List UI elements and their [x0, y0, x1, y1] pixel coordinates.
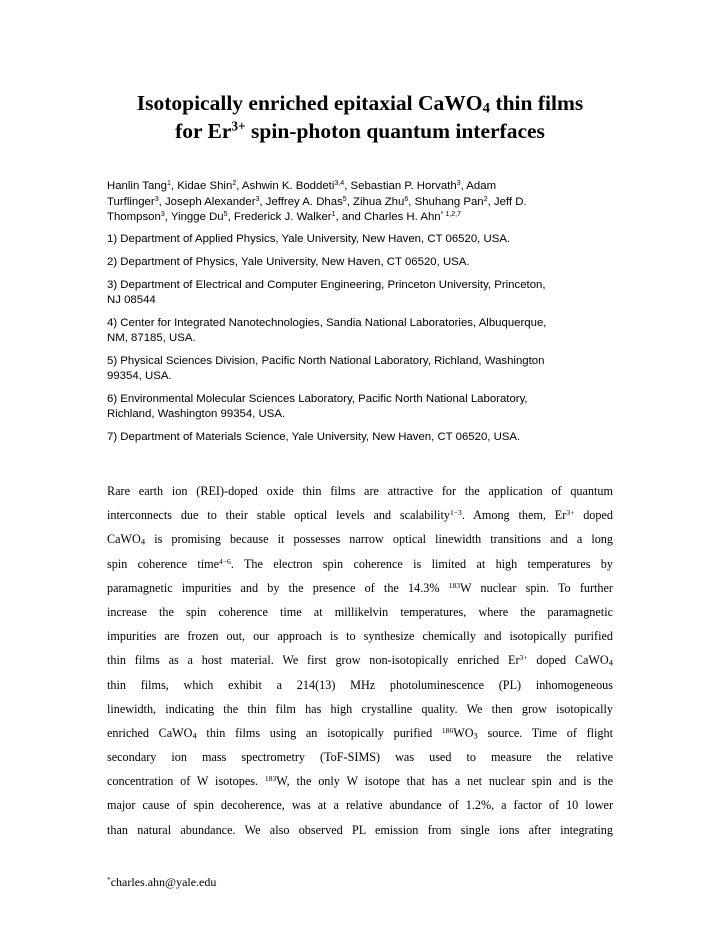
affiliation-marker: 1: [166, 180, 171, 188]
abstract-line: impurities are frozen out, our approach is to synthesize chemically and isotopically purified: [107, 629, 613, 644]
affiliation-text: 99354, USA.: [107, 370, 172, 382]
affiliation-list: [107, 232, 612, 453]
affiliation-marker: 1: [331, 211, 336, 219]
footnote-email[interactable]: charles.ahn@yale.edu: [110, 875, 217, 889]
affiliation-item: [107, 316, 612, 346]
abstract-line: concentration of W isotopes. $^{183}$W, the only W isotope that has a net nuclear spin and is the: [107, 774, 613, 789]
title-line-1: [60, 89, 660, 117]
abstract-line: increase the spin coherence time at millikelvin temperatures, where the paramagnetic: [107, 604, 613, 619]
author-name-text: , Joseph Alexander: [158, 195, 256, 208]
corresponding-author-footnote: [107, 874, 216, 890]
affiliation-marker: 5: [342, 195, 347, 203]
abstract-line: Rare earth ion (REI)-doped oxide thin films are attractive for the application of quantum: [107, 484, 613, 498]
abstract-line: enriched CaWO$_4$ thin films using an isotopically purified $^{186}WO_3$ source. Time of flight: [107, 725, 613, 741]
affiliation-marker: 5: [223, 211, 228, 219]
author-name-text: , Frederick J. Walker: [227, 211, 332, 223]
abstract-line: than natural abundance. We also observed PL emission from single ions after integrating: [107, 822, 613, 837]
affiliation-text: 1) Department of Applied Physics, Yale University, New Haven, CT 06520, USA.: [107, 233, 511, 245]
abstract-line: major cause of spin decoherence, was at a relative abundance of 1.2%, a factor of 10 lower: [107, 798, 613, 813]
author-list: [107, 179, 612, 226]
affiliation-marker: 3,4: [334, 180, 345, 188]
affiliation-text: 7) Department of Materials Science, Yale University, New Haven, CT 06520, USA.: [107, 431, 521, 443]
author-line-1: [107, 179, 612, 195]
author-line-3: [107, 210, 612, 226]
author-line-2: [107, 195, 612, 211]
affiliation-marker: * 1,2,7: [440, 211, 461, 219]
affiliation-marker: 3: [456, 180, 461, 188]
abstract-line: spin coherence time$^{4-6}$. The electron spin coherence is limited at high temperatures by: [107, 556, 613, 571]
author-name-text: Turflinger: [107, 195, 155, 208]
author-name-text: , Yingge Du: [164, 211, 224, 223]
affiliation-item: [107, 255, 612, 270]
affiliation-marker: 3: [255, 195, 260, 203]
title-superscript: 3+: [231, 118, 246, 134]
affiliation-text: NJ 08544: [107, 294, 156, 306]
abstract-line: thin films, which exhibit a 214(13) MHz photoluminescence (PL) inhomogeneous: [107, 677, 613, 692]
abstract-line: thin films as a host material. We first grow non-isotopically enriched $Er^{3+}$ doped CaWO$_4$: [107, 653, 613, 668]
affiliation-item: [107, 354, 612, 384]
affiliation-item: [107, 278, 612, 308]
author-name-text: , Zihua Zhu: [346, 195, 405, 208]
author-name-text: Hanlin Tang: [107, 180, 167, 192]
abstract-line: secondary ion mass spectrometry (ToF-SIMS) was used to measure the relative: [107, 750, 613, 765]
author-name-text: , Adam: [460, 180, 497, 192]
author-name-text: , and Charles H. Ahn: [335, 211, 441, 223]
paper-title: [60, 89, 660, 145]
title-text: thin films: [490, 91, 584, 115]
abstract-line: CaWO$_4$ is promising because it possesses narrow optical linewidth transitions and a long: [107, 532, 613, 547]
affiliation-marker: 3: [154, 195, 159, 203]
author-name-text: , Jeff D.: [487, 195, 527, 208]
title-text: for Er: [175, 119, 232, 143]
affiliation-marker: 2: [483, 195, 488, 203]
author-name-text: , Kidae Shin: [170, 180, 233, 192]
title-text: Isotopically enriched epitaxial CaWO: [136, 91, 483, 115]
affiliation-item: [107, 430, 612, 445]
title-subscript: 4: [482, 100, 491, 117]
affiliation-marker: 3: [160, 211, 165, 219]
footnote-mark: *: [107, 874, 111, 884]
affiliation-text: 6) Environmental Molecular Sciences Laboratory, Pacific North National Laboratory,: [107, 393, 528, 405]
abstract-paragraph: [107, 479, 613, 842]
author-name-text: , Sebastian P. Horvath: [344, 180, 457, 192]
affiliation-text: Richland, Washington 99354, USA.: [107, 408, 286, 420]
affiliation-text: 2) Department of Physics, Yale University, New Haven, CT 06520, USA.: [107, 256, 470, 268]
author-name-text: , Ashwin K. Boddeti: [236, 180, 335, 192]
abstract-line: paramagnetic impurities and by the presence of the 14.3% $^{183}$W nuclear spin. To further: [107, 580, 613, 595]
affiliation-marker: 2: [232, 180, 237, 188]
author-name-text: , Jeffrey A. Dhas: [259, 195, 343, 208]
affiliation-marker: 6: [404, 195, 409, 203]
affiliation-text: NM, 87185, USA.: [107, 332, 196, 344]
title-text: spin-photon quantum interfaces: [245, 119, 545, 143]
author-name-text: , Shuhang Pan: [408, 195, 484, 208]
affiliation-item: [107, 392, 612, 422]
title-line-2: [60, 117, 660, 145]
affiliation-text: 3) Department of Electrical and Computer Engineering, Princeton University, Princeton,: [107, 279, 546, 291]
affiliation-text: 4) Center for Integrated Nanotechnologies, Sandia National Laboratories, Albuquerque,: [107, 317, 547, 329]
abstract-line: linewidth, indicating the thin film has high crystalline quality. We then grow isotopically: [107, 701, 613, 716]
abstract-line: interconnects due to their stable optical levels and scalability$^{1-3}$. Among them, $Er^{3+}$ doped: [107, 508, 613, 523]
affiliation-item: [107, 232, 612, 247]
affiliation-text: 5) Physical Sciences Division, Pacific North National Laboratory, Richland, Washington: [107, 355, 545, 367]
author-name-text: Thompson: [107, 211, 161, 223]
